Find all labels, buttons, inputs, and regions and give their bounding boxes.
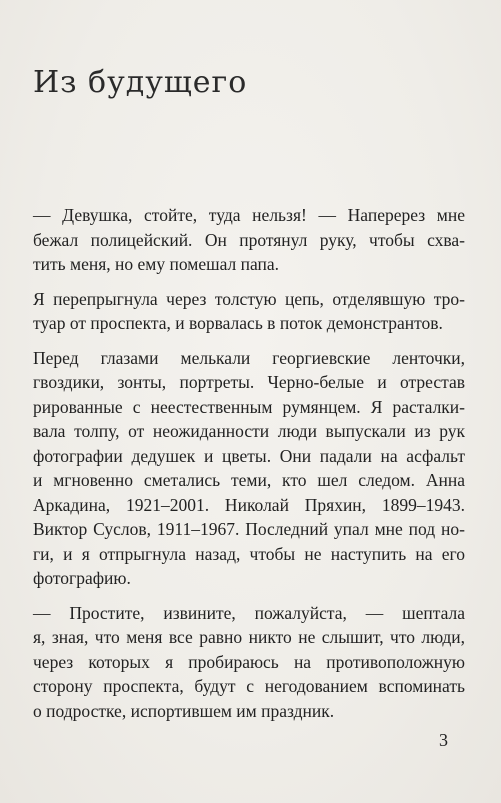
- paragraph-3: [33, 346, 465, 591]
- text-line: туар от проспекта, и ворвалась в поток демонстрантов.: [33, 313, 443, 333]
- text-line: сторону проспекта, будут с негодованием вспоминать: [33, 676, 465, 696]
- text-line: Я перепрыгнула через толстую цепь, отделявшую тро-: [33, 288, 465, 309]
- paragraph-4: [33, 601, 465, 724]
- text-line: фотографию.: [33, 568, 131, 588]
- text-line: тить меня, но ему помешал папа.: [33, 254, 280, 274]
- text-line: о подростке, испортившем им праздник.: [33, 700, 335, 721]
- page-number: 3: [439, 730, 448, 750]
- chapter-title: Из будущего: [33, 65, 248, 100]
- text-line: рированные с неестественным румянцем. Я расталки-: [33, 396, 465, 417]
- text-line: гвоздики, зонты, портреты. Черно-белые и отрестав: [33, 372, 465, 392]
- text-line: ги, и я отпрыгнула назад, чтобы не наступить на его: [33, 543, 465, 564]
- text-line: бежал полицейский. Он протянул руку, чтобы схва-: [33, 229, 465, 250]
- text-line: — Девушка, стойте, туда нельзя! — Наперерез мне: [33, 205, 465, 225]
- paragraph-1: [33, 203, 465, 277]
- text-line: — Простите, извините, пожалуйста, — шептала: [33, 602, 465, 623]
- text-line: вала толпу, от неожиданности люди выпускали из рук: [33, 421, 465, 441]
- text-line: Виктор Суслов, 1911–1967. Последний упал мне под но-: [33, 519, 465, 539]
- paragraph-2: [33, 287, 465, 336]
- text-line: я, зная, что меня все равно никто не слышит, что люди,: [33, 627, 465, 647]
- text-line: фотографии дедушек и цветы. Они падали на асфальт: [33, 445, 465, 466]
- text-line: Перед глазами мелькали георгиевские ленточки,: [33, 347, 465, 368]
- body-text: [33, 203, 465, 733]
- text-line: Аркадина, 1921–2001. Николай Пряхин, 1899–1943.: [33, 494, 465, 515]
- text-line: и мгновенно сметались теми, кто шел следом. Анна: [33, 470, 465, 490]
- text-line: через которых я пробираюсь на противоположную: [33, 651, 465, 672]
